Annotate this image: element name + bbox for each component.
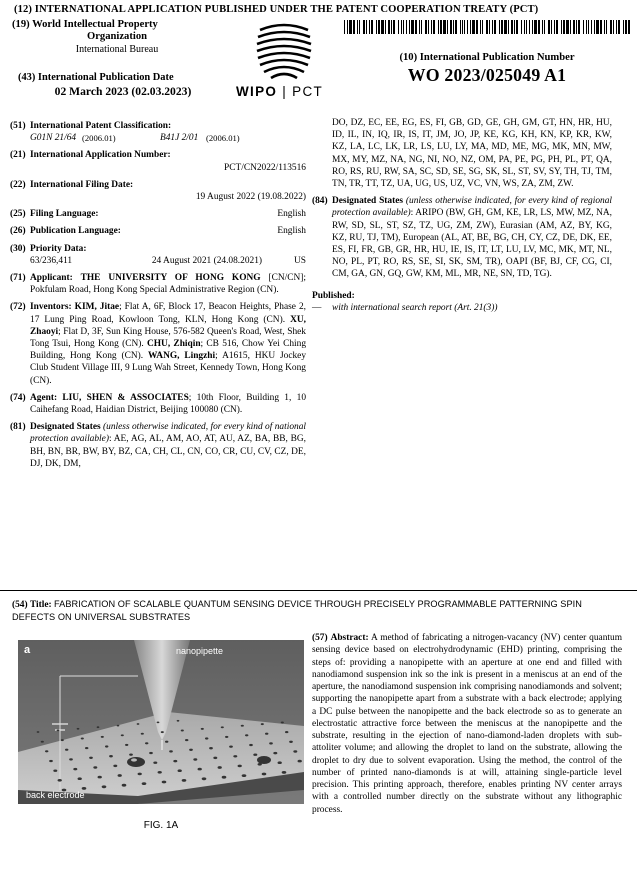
inventor-name: CHU, Zhiqin (146, 339, 201, 350)
printed-droplet (137, 723, 140, 725)
printed-droplet (145, 742, 148, 744)
published-item-text: with international search report (Art. 21(3)) (332, 302, 498, 313)
printed-droplet (241, 725, 244, 727)
printed-droplet (109, 755, 113, 757)
printed-droplet (201, 728, 204, 730)
printed-droplet (61, 739, 64, 741)
priority-row (30, 255, 306, 267)
large-droplet (257, 756, 271, 764)
printed-droplet (53, 769, 57, 771)
printed-droplet (69, 758, 73, 760)
field-label: Publication Language: (30, 226, 121, 237)
application-number: PCT/CN2022/113516 (224, 162, 306, 173)
field-22 (10, 179, 306, 203)
printed-droplet (213, 757, 217, 759)
figure-caption: FIG. 1A (143, 820, 179, 831)
field-label: International Application Number: (30, 150, 171, 161)
priority-date: 24 August 2021 (24.08.2021) (151, 255, 262, 266)
printed-droplet (198, 768, 202, 771)
inventor-address: ; A1615, HKU Jockey Club Student Village III, 9 Lung Wah Street, Kennedy Town, Hong Kong (CN). (30, 351, 307, 386)
filing-language: English (277, 209, 306, 220)
fig-illustration (18, 640, 304, 804)
pct-wordmark: PCT (292, 84, 324, 99)
printed-droplet (233, 755, 237, 757)
printed-droplet (265, 733, 268, 735)
inventor-name: WANG, Lingzhi (147, 351, 216, 362)
field-label: Designated States (332, 196, 404, 207)
field-label: Inventors: (30, 302, 72, 313)
field-code: (72) (10, 302, 26, 313)
field-code: (57) (312, 633, 328, 643)
printed-droplet (282, 771, 287, 774)
field-code: (25) (10, 209, 26, 220)
wordmark-separator: | (282, 84, 288, 99)
printed-droplet (269, 742, 273, 744)
printed-droplet (293, 750, 297, 752)
publication-date-value: 02 March 2023 (02.03.2023) (54, 85, 192, 98)
printed-droplet (262, 773, 267, 776)
abstract-text: A method of fabricating a nitrogen-vacancy (NV) center quantum sensing device based on electrohydrodynamic (EHD) printing, comprising the steps of: providing a nanopipette with an aperture at one end and filled with nanodiamond suspension ink so the ink is present in a meniscus at an end of the aperture, the nanodiamond suspension ink comprising nanodiamonds and solvent; supporting the nanopipette apart from a substrate with a back electrode; applying a DC pulse between the nanopipette and the back electrode so as to generate an electrostatic attractive force between the meniscus at the nanopipette and the substrate, resulting in the ejection of nano-diamond-laden droplets with sub-attoliter volume; and allowing the droplet to land on the substrate, allowing the droplet to dry due to solvent evaporation. Using the method, the control of the number of printed nano-diamonds is at will, attaining single-particle level precision. This printing approach, therefore, enables printing NV center arrays with a controlled number directly on the substrate without any lithographic process. (312, 633, 622, 815)
field-code: (54) (12, 600, 28, 610)
field-74 (10, 392, 306, 416)
printed-droplet (205, 737, 208, 739)
printed-droplet (93, 766, 97, 768)
printed-droplet (57, 730, 60, 732)
printed-droplet (97, 726, 100, 728)
inventor-name: XU, Zhaoyi (30, 314, 306, 337)
applicant-address: [CN/CN]; Pokfulam Road, Hong Kong Special Administrative Region (CN). (30, 273, 307, 296)
field-26 (10, 225, 306, 237)
droplet-highlight (131, 758, 137, 761)
field-code: (71) (10, 273, 26, 284)
classification-date: (2006.01) (82, 133, 116, 144)
printed-droplet (125, 744, 128, 746)
printed-droplet (149, 752, 153, 754)
printed-droplet (153, 761, 157, 763)
organization-block (12, 19, 222, 55)
abstract-field-57 (312, 632, 622, 816)
designated-states-continued: DO, DZ, EC, EE, EG, ES, FI, GB, GD, GE, GH, GM, GT, HN, HR, HU, ID, IL, IN, IQ, IR, IS, IT, JM, JO, JP, KE, KG, KH, KN, KP, KR, KW, KZ, LA, LC, LK, LR, LS, LU, LY, MA, MD, ME, MG, MK, MN, MW, MX, MY, MZ, NA, NG, NI, NO, NZ, OM, PA, PE, PG, PH, PL, PT, QA, RO, RS, RU, RW, SA, SC, SD, SE, SG, SK, SL, ST, SV, SY, TH, TJ, TM, TN, TR, TT, TZ, UA, UG, US, UZ, VC, VN, WS, ZA, ZM, ZW. (332, 118, 612, 190)
printed-droplet (209, 747, 213, 749)
field-code: (84) (312, 196, 328, 207)
printed-droplet (193, 758, 197, 760)
agent-name: LIU, SHEN & ASSOCIATES (62, 392, 189, 403)
printed-droplet (178, 769, 182, 772)
printed-droplet (121, 734, 124, 736)
field-25 (10, 208, 306, 220)
printed-droplet (138, 773, 142, 776)
field-label: Designated States (30, 422, 101, 433)
printed-droplet (242, 774, 247, 777)
publication-number-block (344, 52, 630, 86)
classification-date: (2006.01) (206, 133, 240, 144)
printed-droplet (222, 776, 227, 779)
wipo-globe-icon (254, 22, 314, 82)
wipo-pct-wordmark (236, 84, 323, 99)
printed-droplet (245, 734, 248, 736)
printed-droplet (249, 744, 253, 746)
printed-droplet (165, 741, 168, 743)
agent-address: ; 10th Floor, Building 1, 10 Caihefang Road, Haidian District, Beijing 100080 (CN). (30, 392, 307, 416)
title-field-54 (12, 598, 624, 624)
printed-droplet (225, 736, 228, 738)
printed-droplet (49, 760, 53, 762)
printed-droplet (142, 782, 147, 785)
printed-droplet (278, 761, 282, 764)
printed-droplet (229, 745, 233, 747)
inventor-address: ; CB 516, Chow Yei Ching Building, Hong Kong (CN). (30, 339, 307, 362)
printed-droplet (182, 779, 187, 782)
field-72 (10, 301, 306, 386)
field-21 (10, 149, 306, 173)
field-label: Filing Language: (30, 209, 99, 220)
printed-droplet (117, 725, 120, 727)
figure-panel-label: a (24, 644, 31, 656)
printed-droplet (58, 779, 62, 782)
printed-droplet (202, 777, 207, 780)
printed-droplet (189, 749, 193, 751)
printed-droplet (122, 784, 127, 787)
published-block (312, 290, 612, 314)
back-electrode-label: back electrode (26, 790, 85, 800)
field-label: International Patent Classification: (30, 121, 172, 131)
printed-droplet (298, 760, 302, 763)
inventor-address: ; Flat D, 3F, Sun King House, 576-582 Queen's Road, West, Shek Tong Tsui, Hong Kong (CN). (30, 326, 306, 350)
field-note: (unless otherwise indicated, for every kind of national protection available) (30, 422, 306, 445)
printed-droplet (161, 731, 164, 733)
printed-droplet (113, 765, 117, 767)
barcode-bar (628, 20, 630, 34)
publication-date-label: (43) International Publication Date (18, 72, 174, 83)
printed-droplet (285, 731, 288, 733)
printed-droplet (289, 741, 293, 743)
printed-droplet (101, 736, 104, 738)
org-line-2: Organization (86, 31, 148, 42)
classification-row (30, 132, 306, 144)
printed-droplet (41, 741, 44, 743)
printed-droplet (281, 722, 284, 724)
printed-droplet (102, 785, 107, 788)
field-51 (10, 120, 306, 144)
printed-droplet (185, 739, 188, 741)
printed-droplet (158, 771, 162, 774)
org-line-3: International Bureau (75, 44, 159, 55)
printed-droplet (105, 745, 108, 747)
field-label: Agent: (30, 392, 58, 403)
printed-droplet (141, 733, 144, 735)
published-item (312, 302, 612, 314)
printed-droplet (118, 774, 122, 777)
bibliographic-right-column (312, 117, 612, 314)
filing-date: 19 August 2022 (19.08.2022) (195, 192, 306, 203)
printed-droplet (78, 777, 82, 780)
field-code: (21) (10, 150, 26, 161)
printed-droplet (253, 753, 257, 755)
nanopipette-label: nanopipette (176, 646, 224, 656)
inventor-name: KIM, Jitae (74, 302, 120, 313)
designated-states-list: : AE, AG, AL, AM, AO, AT, AU, AZ, BA, BB, BG, BH, BN, BR, BW, BY, BZ, CA, CH, CL, CN, CO, CR, CU, CV, CZ, DE, DJ, DK, DM, (30, 434, 306, 469)
field-code: (30) (10, 243, 26, 254)
printed-droplet (77, 728, 80, 730)
field-label: Applicant: (30, 273, 73, 284)
printed-droplet (157, 722, 160, 724)
field-71 (10, 272, 306, 296)
published-heading: Published: (312, 290, 355, 301)
field-code: (26) (10, 226, 26, 237)
field-30 (10, 243, 306, 267)
printed-droplet (173, 760, 177, 762)
printed-droplet (81, 738, 84, 740)
printed-droplet (169, 750, 173, 752)
section-divider (0, 590, 637, 591)
publication-number-value: WO 2023/025049 A1 (407, 65, 567, 85)
priority-country: US (294, 255, 306, 266)
applicant-name: THE UNIVERSITY OF HONG KONG (80, 273, 261, 284)
printed-droplet (162, 781, 167, 784)
wipo-wordmark: WIPO (236, 84, 278, 99)
printed-droplet (181, 730, 184, 732)
field-code: (22) (10, 179, 26, 190)
publication-date-block (18, 72, 228, 98)
published-dash: — (312, 302, 322, 313)
printed-droplet (98, 776, 102, 779)
org-line-1: (19) World Intellectual Property (12, 19, 158, 30)
printed-droplet (218, 766, 222, 769)
printed-droplet (238, 765, 242, 768)
printed-droplet (221, 726, 224, 728)
printed-droplet (37, 731, 40, 733)
bibliographic-left-column (10, 120, 306, 475)
field-code: (81) (10, 422, 26, 433)
printed-droplet (177, 720, 180, 722)
field-label: Title: (29, 600, 52, 610)
field-84 (312, 195, 612, 280)
priority-number: 63/236,411 (30, 255, 73, 266)
printed-droplet (89, 757, 93, 759)
classification-code: G01N 21/64 (30, 133, 77, 144)
field-note: (unless otherwise indicated, for every kind of regional protection available) (332, 196, 612, 219)
field-label: International Filing Date: (30, 179, 134, 190)
classification-code: B41J 2/01 (160, 133, 199, 144)
invention-title: FABRICATION OF SCALABLE QUANTUM SENSING DEVICE THROUGH PRECISELY PROGRAMMABLE PATTERNING SPIN DEFECTS ON UNIVERSAL SUBSTRATES (12, 599, 582, 623)
printed-droplet (273, 752, 277, 754)
field-label: Abstract: (330, 633, 369, 643)
printed-droplet (85, 747, 88, 749)
printed-droplet (45, 750, 48, 752)
field-code: (51) (10, 121, 26, 131)
inventor-address: ; Flat A, 6F, Block 17, Beacon Heights, Phase 2, 17 Lung Ping Road, Kowloon Tong, KLN, Hong Kong (CN). (30, 302, 306, 325)
publication-number-label: (10) International Publication Number (399, 52, 575, 63)
printed-droplet (261, 723, 264, 725)
printed-droplet (65, 749, 68, 751)
figure-1a-image (18, 640, 304, 804)
large-droplet (127, 757, 145, 767)
regional-states-list: : ARIPO (BW, GH, GM, KE, LR, LS, MW, MZ, NA, RW, SD, SL, ST, SZ, TZ, UG, ZM, ZW), Eurasian (AM, AZ, BY, KG, KZ, RU, TJ, TM), European (AL, AT, BE, BG, CH, CY, CZ, DE, DK, EE, ES, FI, FR, GB, GR, HR, HU, IE, IS, IT, LT, LU, LV, MC, MK, MT, NL, NO, PL, PT, RO, RS, SE, SI, SK, SM, TR), OAPI (BF, BJ, CF, CG, CI, CM, GA, GN, GQ, GW, KM, ML, MR, NE, SN, TD, TG). (332, 208, 612, 280)
printed-droplet (73, 768, 77, 770)
field-81 (10, 421, 306, 470)
document-heading: (12) INTERNATIONAL APPLICATION PUBLISHED UNDER THE PATENT COOPERATION TREATY (PCT) (14, 4, 539, 15)
barcode (344, 20, 630, 34)
field-code: (74) (10, 392, 26, 403)
printed-droplet (129, 753, 133, 755)
publication-language: English (277, 226, 306, 237)
field-label: Priority Data: (30, 243, 87, 254)
